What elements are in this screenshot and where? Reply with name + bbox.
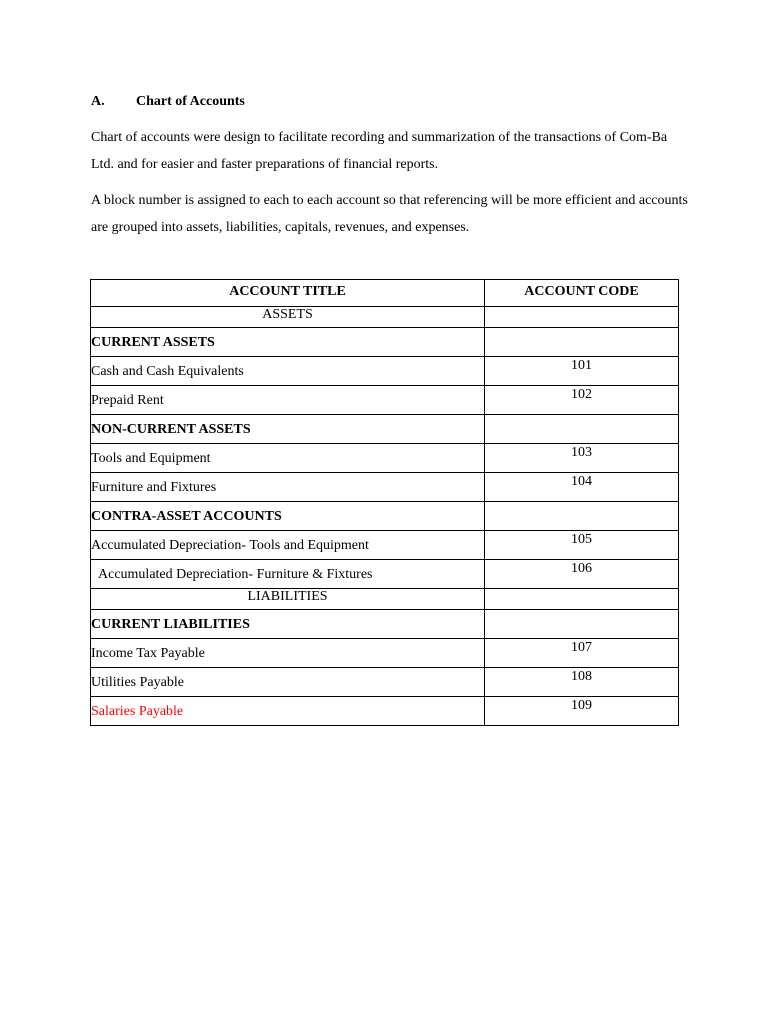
- section-row-current-liabilities: [91, 610, 679, 639]
- account-title-highlighted: Salaries Payable: [91, 704, 184, 719]
- account-title-cell: [91, 697, 485, 726]
- account-code-cell: [485, 386, 679, 415]
- account-code-cell: [485, 473, 679, 502]
- header-account-title: ACCOUNT TITLE: [91, 280, 485, 307]
- account-title: Accumulated Depreciation- Tools and Equipment: [91, 538, 369, 553]
- table-row: [91, 668, 679, 697]
- account-title-cell: [91, 531, 485, 560]
- account-code: 104: [571, 474, 592, 489]
- account-code: 109: [571, 698, 592, 713]
- account-code: 103: [571, 445, 592, 460]
- section-title: Chart of Accounts: [136, 94, 245, 109]
- account-code-cell: [485, 444, 679, 473]
- account-title: Prepaid Rent: [91, 393, 164, 408]
- intro-paragraph: Chart of accounts were design to facilitate recording and summarization of the transactions of Com-Ba Ltd. and for easier and faster preparations of financial reports.: [91, 130, 668, 172]
- section-row-contra-asset-accounts: [91, 502, 679, 531]
- section-row-non-current-assets: [91, 415, 679, 444]
- account-code: 107: [571, 640, 592, 655]
- account-title-cell: [91, 473, 485, 502]
- section-label-cell: [91, 502, 485, 531]
- section-label-cell: [91, 415, 485, 444]
- empty-code-cell: [485, 415, 679, 444]
- section-label-cell: [91, 328, 485, 357]
- section-label: NON-CURRENT ASSETS: [91, 422, 251, 437]
- account-code-cell: [485, 639, 679, 668]
- section-number: A.: [91, 94, 105, 109]
- account-title-cell: [91, 444, 485, 473]
- account-title: Cash and Cash Equivalents: [91, 364, 244, 379]
- chart-of-accounts-table: [90, 279, 679, 726]
- empty-code-cell: [485, 307, 679, 328]
- section-label: LIABILITIES: [91, 589, 485, 610]
- account-title: Utilities Payable: [91, 675, 184, 690]
- table-row: [91, 386, 679, 415]
- section-label: CURRENT ASSETS: [91, 335, 215, 350]
- account-title: Accumulated Depreciation- Furniture & Fixtures: [98, 567, 373, 582]
- account-code-cell: [485, 668, 679, 697]
- section-label: ASSETS: [91, 307, 485, 328]
- table-row: [91, 357, 679, 386]
- empty-code-cell: [485, 589, 679, 610]
- empty-code-cell: [485, 328, 679, 357]
- section-heading: [91, 94, 245, 110]
- table-row: [91, 531, 679, 560]
- account-code: 101: [571, 358, 592, 373]
- account-code-cell: [485, 357, 679, 386]
- account-code-cell: [485, 560, 679, 589]
- table-row: [91, 697, 679, 726]
- account-title-cell: [91, 386, 485, 415]
- section-label: CONTRA-ASSET ACCOUNTS: [91, 509, 282, 524]
- table-row: [91, 639, 679, 668]
- account-code: 102: [571, 387, 592, 402]
- section-row-assets: [91, 307, 679, 328]
- account-code: 105: [571, 532, 592, 547]
- account-title: Income Tax Payable: [91, 646, 205, 661]
- account-title-cell: [91, 560, 485, 589]
- grouping-paragraph: A block number is assigned to each to each account so that referencing will be more efficient and accounts are grouped into assets, liabilities, capitals, revenues, and expenses.: [91, 193, 688, 235]
- account-code-cell: [485, 531, 679, 560]
- account-title: Furniture and Fixtures: [91, 480, 217, 495]
- section-row-liabilities: [91, 589, 679, 610]
- section-label-cell: [91, 610, 485, 639]
- table-header-row: [91, 280, 679, 307]
- account-title: Tools and Equipment: [91, 451, 211, 466]
- account-code-cell: [485, 697, 679, 726]
- section-label: CURRENT LIABILITIES: [91, 617, 250, 632]
- empty-code-cell: [485, 610, 679, 639]
- account-code: 108: [571, 669, 592, 684]
- table-row: [91, 444, 679, 473]
- section-row-current-assets: [91, 328, 679, 357]
- account-title-cell: [91, 668, 485, 697]
- account-code: 106: [571, 561, 592, 576]
- header-account-code: ACCOUNT CODE: [485, 280, 679, 307]
- account-title-cell: [91, 639, 485, 668]
- table-row: [91, 560, 679, 589]
- account-title-cell: [91, 357, 485, 386]
- empty-code-cell: [485, 502, 679, 531]
- table-row: [91, 473, 679, 502]
